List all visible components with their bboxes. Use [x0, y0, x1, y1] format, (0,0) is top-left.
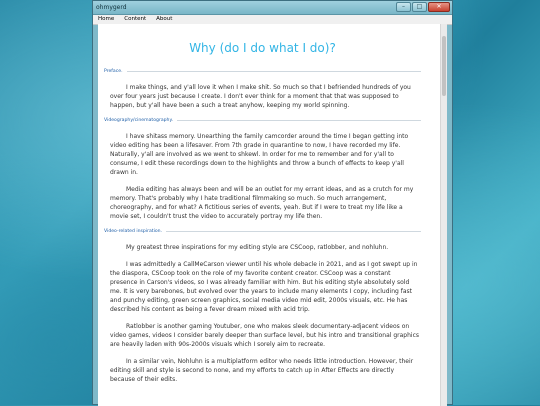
minimize-button[interactable]: –	[396, 2, 411, 12]
section-heading-inspiration	[104, 229, 421, 234]
window-controls	[395, 2, 450, 13]
paragraph: I have shitass memory. Unearthing the family camcorder around the time I began getting into video editing has been a lifesaver. From 7th grade in quarantine to now, I have recorded my life. Naturally, y'all are involved as we went to shkewl. In order for me to remember and for y'all to consume, I edit these recordings down to the highlights and throw a bunch of effects to keep y'all drawn in.	[110, 133, 409, 176]
menu-content[interactable]: Content	[124, 16, 147, 22]
paragraph: My greatest three inspirations for my editing style are CSCoop, ratlobber, and nohluhn.	[126, 244, 389, 251]
section-label: Video-related inspiration.	[104, 229, 163, 234]
paragraph: Media editing has always been and will be an outlet for my errant ideas, and as a crutch for my memory. That's probably why I hate traditional filmmaking so much. So much arrangement, choreography, and for what? A fictitious series of events, yeah. But if I were to treat my life like a movie set, I couldn't trust the video to accurately portray my life then.	[110, 186, 414, 220]
title-bar[interactable]	[93, 1, 452, 15]
vertical-scrollbar[interactable]	[440, 24, 447, 406]
window-title: ohmygerd	[96, 4, 127, 11]
section-label: Preface.	[104, 69, 123, 74]
menu-about[interactable]: About	[156, 16, 173, 22]
section-divider	[177, 120, 421, 121]
section-heading-videography	[104, 118, 421, 123]
article	[98, 41, 431, 384]
maximize-button[interactable]: □	[412, 2, 427, 12]
paragraph: In a similar vein, Nohluhn is a multiplatform editor who needs little introduction. However, their editing skill and style is second to none, and my efforts to catch up in After Effects are directly because of their edits.	[110, 358, 414, 383]
section-divider	[127, 71, 421, 72]
page-content	[98, 24, 447, 406]
section-divider	[166, 231, 421, 232]
page-title: Why (do I do what I do)?	[189, 41, 336, 55]
section-heading-preface	[104, 69, 421, 74]
close-button[interactable]: ✕	[428, 2, 450, 12]
menu-home[interactable]: Home	[98, 16, 115, 22]
browser-window	[92, 0, 453, 405]
paragraph: I was admittedly a CallMeCarson viewer until his whole debacle in 2021, and as I got swept up in the diaspora, CSCoop took on the role of my favorite content creator. CSCoop was a constant presence in Carson's videos, so I was already familiar with him. But his editing style absolutely sold me. It is very barebones, but evolved over the years to include many elements I copy, including fast and punchy editing, green screen graphics, social media video mid edit, 2000s visuals, etc. He has described his content as being a fever dream mixed with acid trip.	[110, 261, 418, 313]
paragraph: Ratlobber is another gaming Youtuber, one who makes sleek documentary-adjacent videos on video games, videos I consider barely deeper than surface level, but his intro and transitional graphics are heavily laden with 90s-2000s visuals which I sorely aim to recreate.	[110, 323, 419, 348]
scrollbar-thumb[interactable]	[442, 36, 446, 96]
section-label: Videography/cinematography.	[104, 118, 173, 123]
paragraph: I make things, and y'all love it when I make shit. So much so that I befriended hundreds of you over four years just because I create. I don't ever think for a moment that that was supposed to happen, but y'all have been a such a treat anyhow, keeping my world spinning.	[110, 84, 411, 109]
